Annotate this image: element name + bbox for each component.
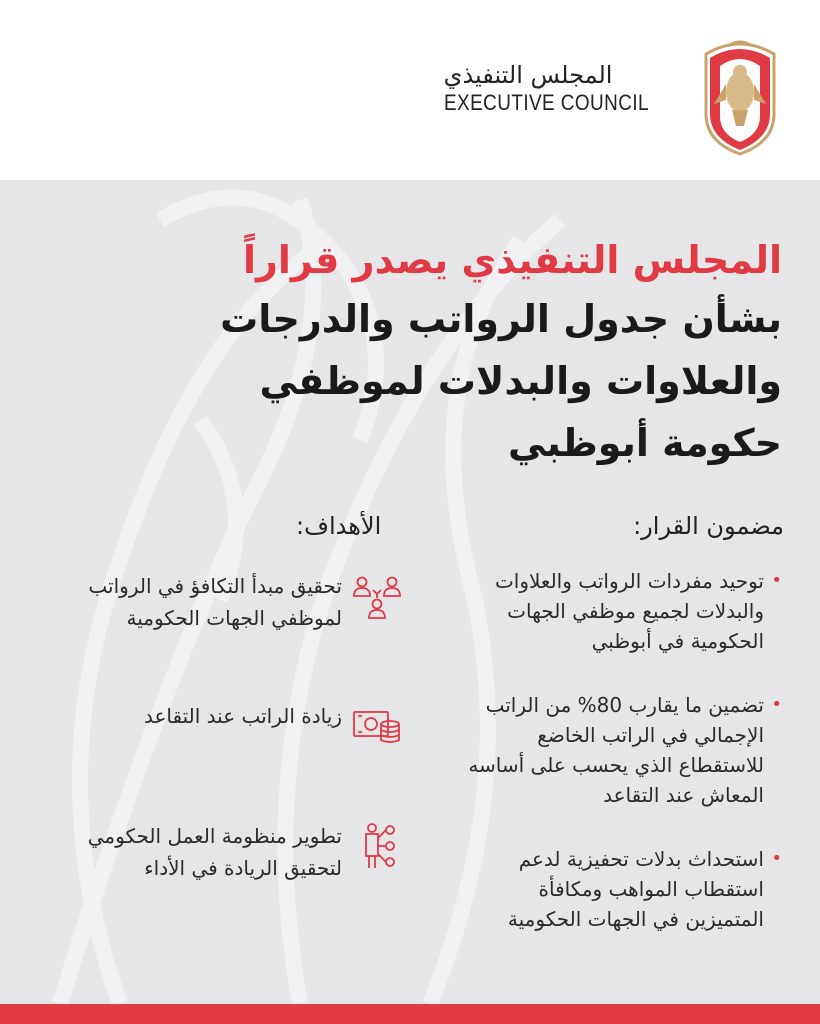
- org-name-en: EXECUTIVE COUNCIL: [443, 90, 649, 115]
- org-name: [444, 60, 682, 116]
- goal-item: [40, 820, 402, 890]
- footer-accent-bar: [0, 1004, 820, 1024]
- bullet-icon: •: [771, 570, 782, 591]
- org-name-ar: المجلس التنفيذي: [443, 61, 613, 89]
- goal-text: زيادة الراتب عند التقاعد: [143, 704, 342, 728]
- people-equality-icon: [352, 572, 402, 622]
- headline-line-2: بشأن جدول الرواتب والدرجات: [220, 297, 782, 341]
- headline: [182, 232, 782, 474]
- headline-line-1: المجلس التنفيذي يصدر قراراً: [242, 238, 782, 282]
- decision-list: [454, 566, 784, 968]
- headline-line-3: والعلاوات والبدلات لموظفي: [259, 359, 782, 403]
- org-structure-icon: [352, 822, 402, 872]
- list-item: [454, 844, 784, 934]
- money-coins-icon: [352, 702, 402, 752]
- goals-title: الأهداف:: [296, 512, 382, 540]
- header: [0, 0, 820, 180]
- bullet-icon: •: [771, 848, 782, 869]
- list-item: [454, 690, 784, 810]
- decision-item-text: توحيد مفردات الرواتب والعلاوات والبدلات لجميع موظفي الجهات الحكومية في أبوظبي: [494, 569, 764, 653]
- goal-text: تحقيق مبدأ التكافؤ في الرواتب لموظفي الجهات الحكومية: [88, 574, 342, 630]
- bullet-icon: •: [771, 694, 782, 715]
- goal-text: تطوير منظومة العمل الحكومي لتحقيق الريادة في الأداء: [87, 824, 342, 880]
- decision-item-text: استحداث بدلات تحفيزية لدعم استقطاب المواهب ومكافأة المتميزين في الجهات الحكومية: [507, 847, 764, 931]
- decision-title: مضمون القرار:: [633, 512, 784, 540]
- goal-item: [40, 570, 402, 640]
- falcon-emblem-icon: [698, 34, 782, 156]
- decision-item-text: تضمين ما يقارب 80% من الراتب الإجمالي في الراتب الخاضع للاستقطاع الذي يحسب على أساسه المعاش عند التقاعد: [468, 693, 764, 807]
- list-item: [454, 566, 784, 656]
- headline-line-4: حكومة أبوظبي: [508, 421, 782, 465]
- goal-item: [40, 700, 402, 770]
